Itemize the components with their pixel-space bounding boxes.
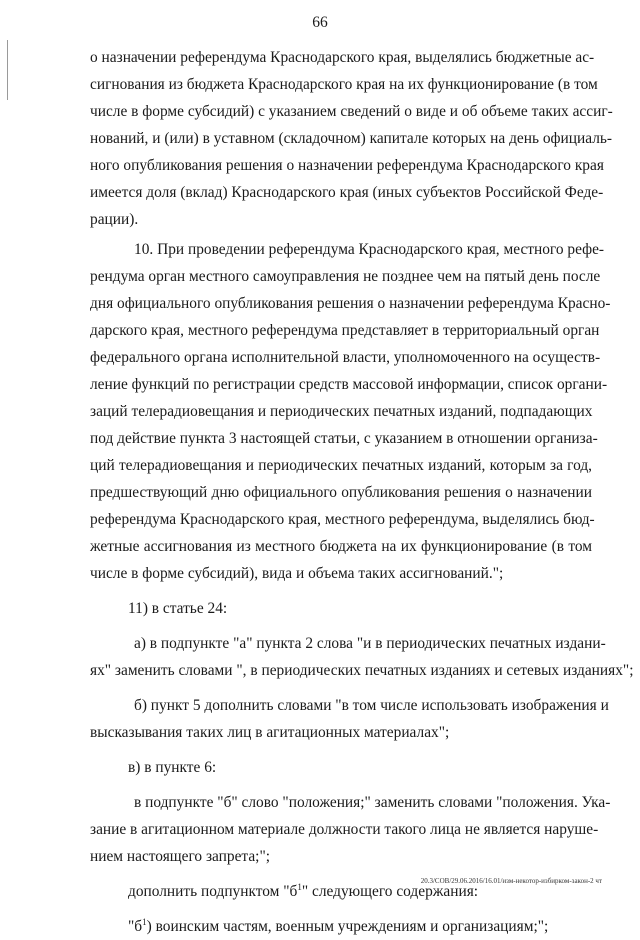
document-body xyxy=(90,44,634,940)
superscript: 1 xyxy=(297,882,302,892)
text-line: о назначении референдума Краснодарского края, выделялись бюджетные ас- xyxy=(90,49,595,66)
text-line: высказывания таких лиц в агитационных материалах"; xyxy=(90,724,450,741)
item-a xyxy=(90,630,634,684)
text-line: рендума орган местного самоуправления не позднее чем на пятый день после xyxy=(90,268,601,285)
margin-rule xyxy=(7,40,8,100)
text-line: референдума Краснодарского края, местного референдума, выделялись бюд- xyxy=(90,511,595,528)
text-line: числе в форме субсидий), вида и объема таких ассигнований."; xyxy=(90,565,504,582)
superscript: 1 xyxy=(142,917,147,927)
footer-file-reference: 20.3/СОВ/29.06.2016/16.01/изм-некотор-избирком-закон-2 чт xyxy=(420,877,602,885)
text-line: ление функций по регистрации средств массовой информации, список органи- xyxy=(90,376,608,393)
text-line: числе в форме субсидий) с указанием сведений о виде и об объеме таких ассиг- xyxy=(90,103,613,120)
text-line: под действие пункта 3 настоящей статьи, с указанием в отношении организа- xyxy=(90,430,598,447)
text-line: дарского края, местного референдума представляет в территориальный орган xyxy=(90,322,600,339)
text-line: а) в подпункте "а" пункта 2 слова "и в периодических печатных издани- xyxy=(134,635,606,652)
text-line: сигнования из бюджета Краснодарского края на их функционирование (в том xyxy=(90,76,598,93)
text-line: 10. При проведении референдума Краснодарского края, местного рефе- xyxy=(134,241,605,258)
item-v-heading: в) в пункте 6: xyxy=(128,759,217,776)
page-number: 66 xyxy=(312,14,328,31)
text-line: жетные ассигнования из местного бюджета на их функционирование (в том xyxy=(90,538,592,555)
paragraph-10 xyxy=(90,236,611,587)
text-line: ного опубликования решения о назначении референдума Краснодарского края xyxy=(90,157,604,174)
item-v-subpoint-b xyxy=(90,789,611,870)
text-span: " следующего содержания: xyxy=(301,883,479,900)
text-line: дня официального опубликования решения о назначении референдума Красно- xyxy=(90,295,611,312)
text-line: федерального органа исполнительной власти, уполномоченного на осуществ- xyxy=(90,349,601,366)
paragraph-1 xyxy=(90,44,613,233)
text-line: в подпункте "б" слово "положения;" заменить словами "положения. Ука- xyxy=(134,794,611,811)
text-span: "б xyxy=(128,918,143,935)
text-line: имеется доля (вклад) Краснодарского края (иных субъектов Российской Феде- xyxy=(90,184,604,201)
text-span: дополнить подпунктом "б xyxy=(128,883,298,900)
article-24-heading: 11) в статье 24: xyxy=(128,600,228,617)
text-line: заций телерадиовещания и периодических печатных изданий, подпадающих xyxy=(90,403,593,420)
text-line: нований, и (или) в уставном (складочном) капитале которых на день официаль- xyxy=(90,130,613,147)
text-line: зание в агитационном материале должности такого лица не является наруше- xyxy=(90,821,599,838)
text-line: б) пункт 5 дополнить словами "в том числе использовать изображения и xyxy=(134,697,609,714)
text-line: предшествующий дню официального опубликования решения о назначении xyxy=(90,484,592,501)
text-line: ях" заменить словами ", в периодических печатных изданиях и сетевых изданиях"; xyxy=(90,662,634,679)
text-span: ) воинским частям, военным учреждениям и организациям;"; xyxy=(146,918,549,935)
text-line: нием настоящего запрета;"; xyxy=(90,848,270,865)
item-b xyxy=(90,692,609,746)
text-line: рации). xyxy=(90,211,139,228)
text-line: ций телерадиовещания и периодических печатных изданий, которым за год, xyxy=(90,457,592,474)
subpoint-b1-line xyxy=(90,913,592,940)
